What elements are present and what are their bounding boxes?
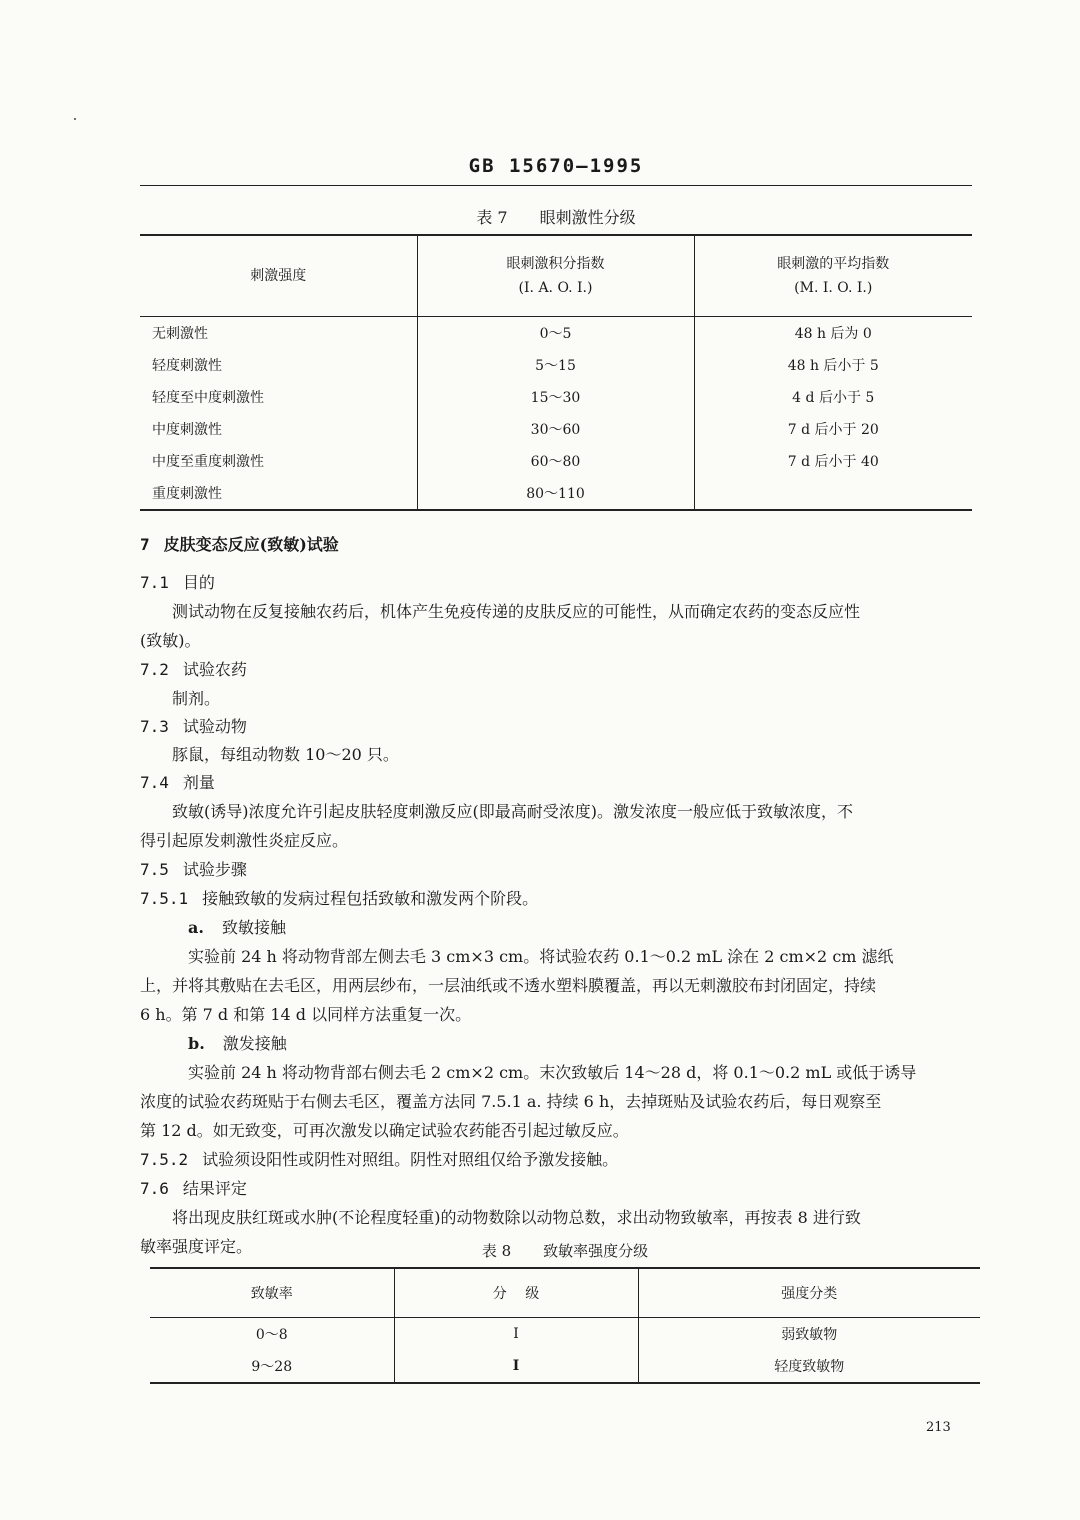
table-row: [140, 317, 972, 350]
table-header-row: [140, 235, 972, 317]
table-row: [140, 445, 972, 477]
grade-cell: 轻度刺激性: [152, 358, 222, 374]
iaoi-cell: 5～15: [417, 349, 694, 381]
grade-cell: I: [394, 1350, 638, 1383]
paragraph-line: (致敏)。: [140, 631, 201, 650]
section-number: 7: [140, 535, 150, 554]
item-title: 致敏接触: [221, 918, 286, 937]
paragraph-line: 实验前 24 h 将动物背部右侧去毛 2 cm×2 cm。末次致敏后 14～28 d，将 0.1～0.2 mL 或低于诱导: [188, 1063, 917, 1082]
column-header-rate: 致敏率: [150, 1268, 394, 1318]
subsection-number: 7.5.1: [140, 889, 189, 908]
item-label: b.: [188, 1034, 205, 1053]
subsection-title: 目的: [182, 573, 215, 592]
table-row: [140, 381, 972, 413]
mioi-cell: 7 d 后小于 20: [694, 413, 972, 445]
subsection-title: 试验农药: [182, 660, 247, 679]
table-header-row: [150, 1268, 980, 1318]
rate-cell: 9～28: [251, 1359, 293, 1375]
paragraph-text: 接触致敏的发病过程包括致敏和激发两个阶段。: [202, 889, 539, 908]
table-row: [140, 349, 972, 381]
paragraph-line: 敏率强度评定。: [140, 1237, 253, 1256]
column-header-class: 强度分类: [638, 1268, 980, 1318]
mioi-cell: [694, 477, 972, 510]
subsection-number: 7.4: [140, 773, 169, 792]
subsection-7-4-heading: [140, 768, 215, 797]
column-header-grade: 分 级: [394, 1268, 638, 1318]
mioi-header-abbrev: (M. I. O. I.): [794, 280, 873, 296]
paragraph-line: 上，并将其敷贴在去毛区，用两层纱布，一层油纸或不透水塑料膜覆盖，再以无刺激胶布封闭固定，持续: [140, 976, 877, 995]
paragraph-line: 致敏(诱导)浓度允许引起皮肤轻度刺激反应(即最高耐受浓度)。激发浓度一般应低于致敏浓度，不: [172, 802, 853, 821]
table8-caption-number: 表 8: [481, 1242, 512, 1260]
mioi-cell: 48 h 后为 0: [694, 317, 972, 350]
table7-caption: [140, 205, 972, 228]
section-7-heading: [140, 532, 339, 555]
iaoi-cell: 15～30: [417, 381, 694, 413]
rate-cell: 0～8: [255, 1327, 288, 1343]
item-a-heading: [188, 913, 286, 942]
column-header-mioi: [694, 235, 972, 317]
subsection-title: 结果评定: [182, 1179, 247, 1198]
subsection-number: 7.5: [140, 860, 169, 879]
subsection-number: 7.3: [140, 717, 169, 736]
section-title: 皮肤变态反应(致敏)试验: [163, 535, 339, 554]
subsection-7-2-heading: [140, 655, 247, 684]
column-header-iaoi: [417, 235, 694, 317]
column-header-grade: 刺激强度: [140, 235, 417, 317]
scan-speck: [74, 118, 76, 120]
mioi-cell: 48 h 后小于 5: [694, 349, 972, 381]
grade-cell: I: [394, 1318, 638, 1351]
grade-cell: 中度刺激性: [152, 422, 222, 438]
mioi-cell: 4 d 后小于 5: [694, 381, 972, 413]
paragraph-line: 豚鼠，每组动物数 10～20 只。: [172, 745, 399, 764]
sensitization-rate-table: [150, 1267, 980, 1384]
subsection-7-5-heading: [140, 855, 247, 884]
item-label: a.: [188, 918, 204, 937]
paragraph-line: 6 h。第 7 d 和第 14 d 以同样方法重复一次。: [140, 1005, 472, 1024]
class-cell: 弱致敏物: [638, 1318, 980, 1351]
table7-caption-title: 眼刺激性分级: [539, 208, 636, 227]
mioi-header-label: 眼刺激的平均指数: [777, 256, 890, 272]
subsection-7-1-heading: [140, 568, 215, 597]
eye-irritation-table: [140, 234, 972, 511]
subsection-7-5-1: [140, 884, 538, 913]
grade-cell: 中度至重度刺激性: [152, 454, 264, 470]
paragraph-line: 测试动物在反复接触农药后，机体产生免疫传递的皮肤反应的可能性，从而确定农药的变态反应性: [172, 602, 861, 621]
subsection-title: 试验动物: [182, 717, 247, 736]
iaoi-header-abbrev: (I. A. O. I.): [518, 280, 593, 296]
paragraph-line: 第 12 d。如无致变，可再次激发以确定试验农药能否引起过敏反应。: [140, 1121, 629, 1140]
class-cell: 轻度致敏物: [638, 1350, 980, 1383]
table8-caption-title: 致敏率强度分级: [543, 1242, 649, 1260]
page-number: 213: [926, 1420, 951, 1435]
item-b-heading: [188, 1029, 287, 1058]
header-rule: [140, 185, 972, 186]
iaoi-header-label: 眼刺激积分指数: [506, 256, 605, 272]
subsection-7-3-heading: [140, 712, 247, 741]
subsection-title: 试验步骤: [182, 860, 247, 879]
mioi-cell: 7 d 后小于 40: [694, 445, 972, 477]
paragraph-line: 得引起原发刺激性炎症反应。: [140, 831, 349, 850]
table8-caption: [150, 1240, 980, 1261]
iaoi-cell: 60～80: [417, 445, 694, 477]
subsection-number: 7.1: [140, 573, 169, 592]
document-header: GB 15670—1995: [468, 155, 644, 177]
table-row: [140, 413, 972, 445]
table-row: [150, 1350, 980, 1383]
paragraph-line: 浓度的试验农药斑贴于右侧去毛区，覆盖方法同 7.5.1 a. 持续 6 h，去掉斑贴及试验农药后，每日观察至: [140, 1092, 882, 1111]
table-row: [150, 1318, 980, 1351]
subsection-number: 7.5.2: [140, 1150, 189, 1169]
item-title: 激发接触: [222, 1034, 287, 1053]
iaoi-cell: 30～60: [417, 413, 694, 445]
grade-cell: 轻度至中度刺激性: [152, 390, 264, 406]
iaoi-cell: 0～5: [417, 317, 694, 350]
table7-caption-number: 表 7: [476, 208, 508, 227]
subsection-7-6-heading: [140, 1174, 247, 1203]
paragraph-text: 试验须设阳性或阴性对照组。阴性对照组仅给予激发接触。: [202, 1150, 619, 1169]
iaoi-cell: 80～110: [417, 477, 694, 510]
subsection-number: 7.6: [140, 1179, 169, 1198]
grade-cell: 无刺激性: [152, 326, 208, 342]
paragraph-line: 制剂。: [172, 689, 221, 708]
paragraph-line: 实验前 24 h 将动物背部左侧去毛 3 cm×3 cm。将试验农药 0.1～0.2 mL 涂在 2 cm×2 cm 滤纸: [188, 947, 894, 966]
subsection-title: 剂量: [182, 773, 215, 792]
grade-cell: 重度刺激性: [152, 486, 222, 502]
subsection-7-5-2: [140, 1145, 618, 1174]
paragraph-line: 将出现皮肤红斑或水肿(不论程度轻重)的动物数除以动物总数，求出动物致敏率，再按表 8 进行致: [172, 1208, 861, 1227]
table-row: [140, 477, 972, 510]
subsection-number: 7.2: [140, 660, 169, 679]
